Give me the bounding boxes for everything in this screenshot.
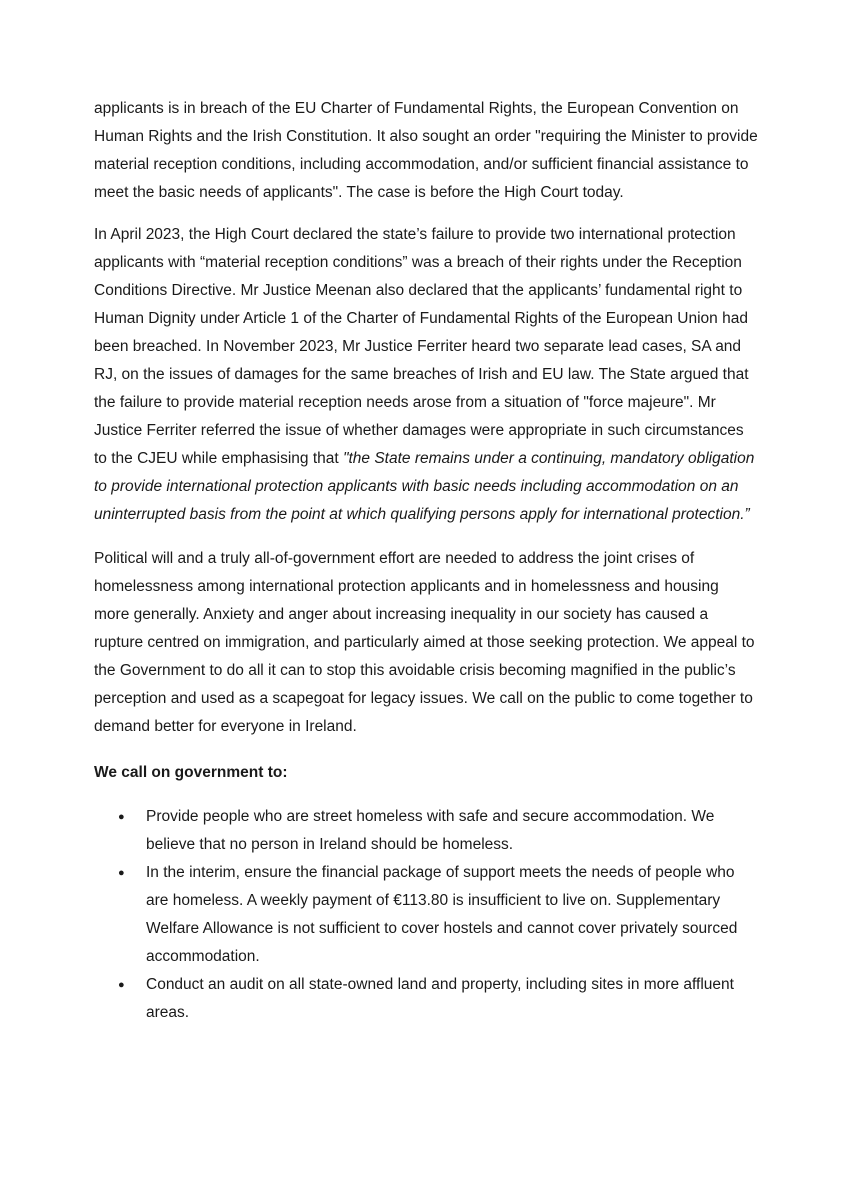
list-item-text: Conduct an audit on all state-owned land and property, including sites in more affluent areas. (146, 976, 734, 1021)
bullet-icon: ● (118, 811, 125, 823)
paragraph-high-court-text: In April 2023, the High Court declared the state’s failure to provide two international protection applicants with “material reception conditions” was a breach of their rights under the Reception Conditions Directive. Mr Justice Meenan also declared that the applicants’ fundamental right to Human Dignity under Article 1 of the Charter of Fundamental Rights of the European Union had been breached. In November 2023, Mr Justice Ferriter heard two separate lead cases, SA and RJ, on the issues of damages for the same breaches of Irish and EU law. The State argued that the failure to provide material reception needs arose from a situation of "force majeure". Mr Justice Ferriter referred the issue of whether damages were appropriate in such circumstances to the CJEU while emphasising that (94, 226, 749, 467)
section-heading: We call on government to: (94, 764, 288, 781)
paragraph-high-court-rulings (94, 221, 758, 529)
bullet-icon: ● (118, 979, 125, 991)
list-item (118, 971, 758, 1027)
demands-list (94, 803, 758, 1027)
list-item (118, 859, 758, 971)
paragraph-charter-breach: applicants is in breach of the EU Charter of Fundamental Rights, the European Convention on Human Rights and the Irish Constitution. It also sought an order "requiring the Minister to provide material reception conditions, including accommodation, and/or sufficient financial assistance to meet the basic needs of applicants". The case is before the High Court today. (94, 100, 758, 201)
paragraph-political-will: Political will and a truly all-of-government effort are needed to address the joint crises of homelessness among international protection applicants and in homelessness and housing more generally. Anxiety and anger about increasing inequality in our society has caused a rupture centred on immigration, and particularly aimed at those seeking protection. We appeal to the Government to do all it can to stop this avoidable crisis becoming magnified in the public’s perception and used as a scapegoat for legacy issues. We call on the public to come together to demand better for everyone in Ireland. (94, 550, 755, 735)
ferriter-quote: "the State remains under a continuing, mandatory obligation to provide international protection applicants with basic needs including accommodation on an uninterrupted basis from the point at which qualifying persons apply for international protection.” (94, 450, 755, 523)
list-item (118, 803, 758, 859)
list-item-text: In the interim, ensure the financial package of support meets the needs of people who are homeless. A weekly payment of €113.80 is insufficient to live on. Supplementary Welfare Allowance is not sufficient to cover hostels and cannot cover privately sourced accommodation. (146, 864, 738, 965)
list-item-text: Provide people who are street homeless with safe and secure accommodation. We believe that no person in Ireland should be homeless. (146, 808, 715, 853)
bullet-icon: ● (118, 867, 125, 879)
